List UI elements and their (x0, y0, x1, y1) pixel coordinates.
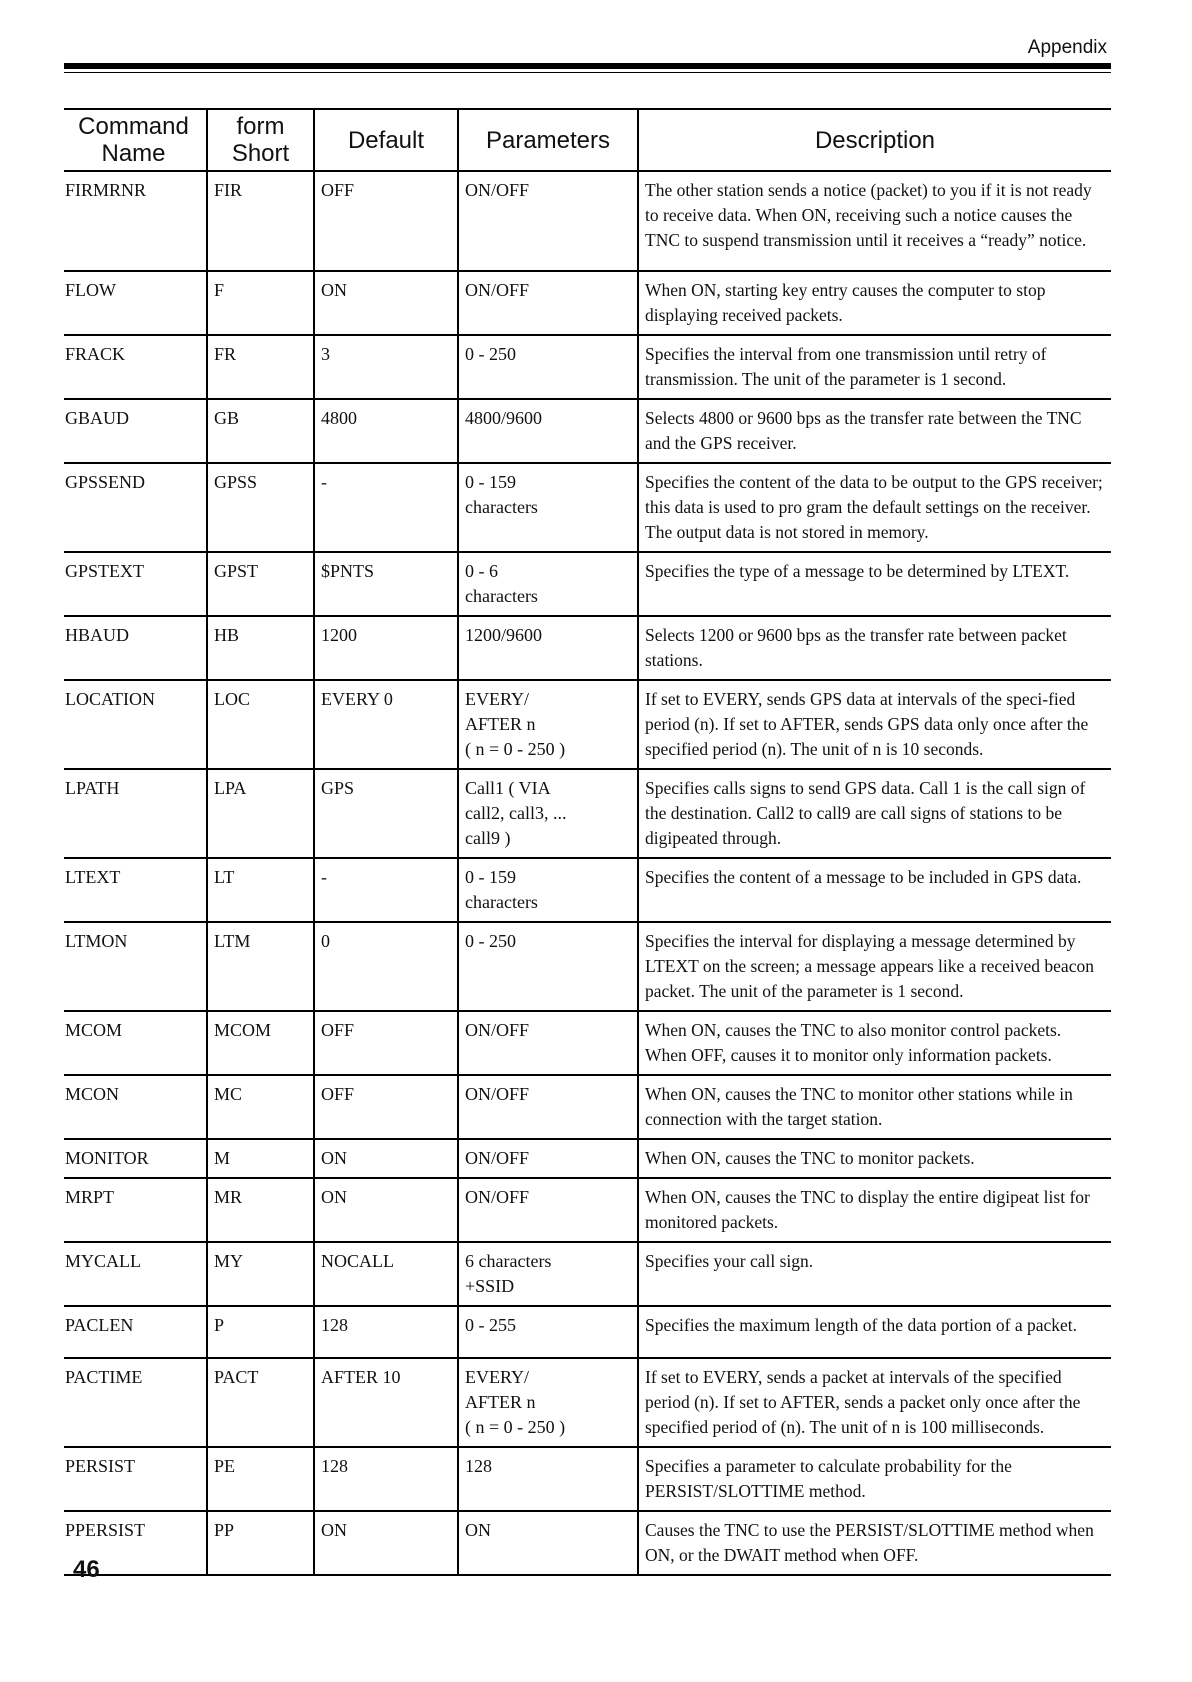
cell-parameters (458, 171, 638, 271)
cell-default: - (314, 858, 458, 922)
table-header-row (64, 109, 1111, 171)
cell-description: When ON, starting key entry causes the computer to stop displaying received packets. (638, 271, 1111, 335)
cell-default: OFF (314, 171, 458, 271)
cell-default: 4800 (314, 399, 458, 463)
parameter-line: ON (465, 1520, 491, 1540)
cell-default: NOCALL (314, 1242, 458, 1306)
header-command-name-line1: Command (78, 113, 189, 140)
cell-parameters (458, 1306, 638, 1358)
section-label: Appendix (1027, 37, 1107, 58)
header-default: Default (314, 109, 458, 171)
cell-description: When ON, causes the TNC to display the entire digipeat list for monitored packets. (638, 1178, 1111, 1242)
cell-default: 128 (314, 1306, 458, 1358)
cell-parameters (458, 769, 638, 858)
table-row (64, 1358, 1111, 1447)
parameter-line: 128 (465, 1456, 492, 1476)
cell-parameters (458, 552, 638, 616)
parameter-line: 0 - 250 (465, 344, 516, 364)
cell-command-name: MONITOR (64, 1139, 207, 1178)
cell-command-name: FLOW (64, 271, 207, 335)
cell-default: 128 (314, 1447, 458, 1511)
cell-description: Specifies the content of a message to be included in GPS data. (638, 858, 1111, 922)
cell-command-name: PACTIME (64, 1358, 207, 1447)
cell-default: ON (314, 1178, 458, 1242)
cell-default: EVERY 0 (314, 680, 458, 769)
cell-short-form: HB (207, 616, 314, 680)
header-command-name (64, 109, 207, 171)
cell-parameters (458, 271, 638, 335)
table-row (64, 463, 1111, 552)
cell-command-name: MCON (64, 1075, 207, 1139)
table-row (64, 680, 1111, 769)
cell-default: AFTER 10 (314, 1358, 458, 1447)
cell-command-name: FIRMRNR (64, 171, 207, 271)
parameter-line: 6 characters (465, 1251, 552, 1271)
parameter-line: characters (465, 497, 538, 517)
table-row (64, 616, 1111, 680)
cell-command-name: MCOM (64, 1011, 207, 1075)
parameter-line: ON/OFF (465, 180, 530, 200)
header-rule (64, 63, 1111, 69)
parameter-line: ON/OFF (465, 1084, 530, 1104)
cell-description: Specifies the content of the data to be output to the GPS receiver; this data is used to pro gram the default settings on the receiver. The output data is not stored in memory. (638, 463, 1111, 552)
cell-default: ON (314, 1139, 458, 1178)
cell-command-name: PERSIST (64, 1447, 207, 1511)
cell-parameters (458, 680, 638, 769)
table-row (64, 271, 1111, 335)
cell-short-form: LOC (207, 680, 314, 769)
cell-command-name: PPERSIST (64, 1511, 207, 1575)
page-number: 46 (73, 1556, 100, 1583)
table-row (64, 171, 1111, 271)
parameter-line: AFTER n (465, 714, 536, 734)
command-table (64, 108, 1111, 1576)
header-short-form (207, 109, 314, 171)
table-row (64, 922, 1111, 1011)
cell-short-form: LPA (207, 769, 314, 858)
header-command-name-line2: Name (101, 140, 166, 167)
parameter-line: 0 - 6 (465, 561, 498, 581)
cell-command-name: GPSTEXT (64, 552, 207, 616)
cell-default: ON (314, 271, 458, 335)
table-row (64, 1011, 1111, 1075)
table-row (64, 1511, 1111, 1575)
parameter-line: ( n = 0 - 250 ) (465, 739, 566, 759)
cell-description: Specifies your call sign. (638, 1242, 1111, 1306)
cell-parameters (458, 1011, 638, 1075)
cell-short-form: P (207, 1306, 314, 1358)
cell-description: If set to EVERY, sends GPS data at intervals of the speci-fied period (n). If set to AFTER, sends GPS data only once after the specified period (n). The unit of n is 10 seconds. (638, 680, 1111, 769)
cell-parameters (458, 463, 638, 552)
cell-command-name: LOCATION (64, 680, 207, 769)
cell-short-form: MC (207, 1075, 314, 1139)
cell-short-form: MCOM (207, 1011, 314, 1075)
cell-default: OFF (314, 1011, 458, 1075)
header-rule-thin (64, 72, 1111, 73)
parameter-line: 0 - 250 (465, 931, 516, 951)
cell-short-form: FIR (207, 171, 314, 271)
cell-description: Selects 1200 or 9600 bps as the transfer rate between packet stations. (638, 616, 1111, 680)
cell-command-name: GBAUD (64, 399, 207, 463)
parameter-line: characters (465, 586, 538, 606)
cell-short-form: GB (207, 399, 314, 463)
cell-default: 3 (314, 335, 458, 399)
cell-command-name: PACLEN (64, 1306, 207, 1358)
cell-description: The other station sends a notice (packet) to you if it is not ready to receive data. When ON, receiving such a notice causes the TNC to suspend transmission until it receives a “ready” notice. (638, 171, 1111, 271)
cell-parameters (458, 1139, 638, 1178)
header-description: Description (638, 109, 1111, 171)
cell-description: Specifies the maximum length of the data portion of a packet. (638, 1306, 1111, 1358)
cell-description: Specifies the interval from one transmission until retry of transmission. The unit of the parameter is 1 second. (638, 335, 1111, 399)
cell-description: When ON, causes the TNC to also monitor control packets. When OFF, causes it to monitor only information packets. (638, 1011, 1111, 1075)
cell-description: If set to EVERY, sends a packet at intervals of the specified period (n). If set to AFTER, sends a packet only once after the specified period of (n). The unit of n is 100 milliseconds. (638, 1358, 1111, 1447)
cell-default: 0 (314, 922, 458, 1011)
cell-default: 1200 (314, 616, 458, 680)
parameter-line: 0 - 159 (465, 472, 516, 492)
cell-description: When ON, causes the TNC to monitor other stations while in connection with the target station. (638, 1075, 1111, 1139)
parameter-line: 1200/9600 (465, 625, 543, 645)
parameter-line: ( n = 0 - 250 ) (465, 1417, 566, 1437)
cell-parameters (458, 922, 638, 1011)
cell-parameters (458, 858, 638, 922)
cell-parameters (458, 335, 638, 399)
cell-description: Specifies the interval for displaying a message determined by LTEXT on the screen; a message appears like a received beacon packet. The unit of the parameter is 1 second. (638, 922, 1111, 1011)
cell-default: OFF (314, 1075, 458, 1139)
header-short-form-line2: Short (231, 140, 290, 167)
table-row (64, 1242, 1111, 1306)
parameter-line: 4800/9600 (465, 408, 543, 428)
cell-short-form: MR (207, 1178, 314, 1242)
table-body (64, 171, 1111, 1575)
cell-description: When ON, causes the TNC to monitor packets. (638, 1139, 1111, 1178)
cell-parameters (458, 616, 638, 680)
cell-short-form: PP (207, 1511, 314, 1575)
table-row (64, 1139, 1111, 1178)
parameter-line: ON/OFF (465, 1187, 530, 1207)
cell-short-form: F (207, 271, 314, 335)
header-parameters: Parameters (458, 109, 638, 171)
cell-default: GPS (314, 769, 458, 858)
table-row (64, 552, 1111, 616)
cell-parameters (458, 1358, 638, 1447)
cell-short-form: PE (207, 1447, 314, 1511)
cell-short-form: FR (207, 335, 314, 399)
cell-short-form: PACT (207, 1358, 314, 1447)
cell-description: Specifies the type of a message to be determined by LTEXT. (638, 552, 1111, 616)
parameter-line: ON/OFF (465, 1148, 530, 1168)
parameter-line: AFTER n (465, 1392, 536, 1412)
table-row (64, 1075, 1111, 1139)
cell-command-name: LTMON (64, 922, 207, 1011)
table-row (64, 769, 1111, 858)
cell-short-form: LTM (207, 922, 314, 1011)
cell-short-form: GPST (207, 552, 314, 616)
table-row (64, 1306, 1111, 1358)
cell-default: $PNTS (314, 552, 458, 616)
cell-parameters (458, 399, 638, 463)
cell-description: Specifies a parameter to calculate probability for the PERSIST/SLOTTIME method. (638, 1447, 1111, 1511)
header-short-form-line1: form (236, 113, 285, 140)
parameter-line: call2, call3, ... (465, 803, 567, 823)
cell-short-form: M (207, 1139, 314, 1178)
cell-parameters (458, 1075, 638, 1139)
cell-default: ON (314, 1511, 458, 1575)
parameter-line: characters (465, 892, 538, 912)
cell-short-form: MY (207, 1242, 314, 1306)
cell-command-name: MRPT (64, 1178, 207, 1242)
cell-command-name: FRACK (64, 335, 207, 399)
cell-description: Specifies calls signs to send GPS data. Call 1 is the call sign of the destination. Call2 to call9 are call signs of stations to be digipeated through. (638, 769, 1111, 858)
table-row (64, 1178, 1111, 1242)
cell-parameters (458, 1447, 638, 1511)
cell-description: Causes the TNC to use the PERSIST/SLOTTIME method when ON, or the DWAIT method when OFF. (638, 1511, 1111, 1575)
cell-command-name: MYCALL (64, 1242, 207, 1306)
cell-command-name: HBAUD (64, 616, 207, 680)
cell-description: Selects 4800 or 9600 bps as the transfer rate between the TNC and the GPS receiver. (638, 399, 1111, 463)
parameter-line: 0 - 159 (465, 867, 516, 887)
table-row (64, 399, 1111, 463)
parameter-line: EVERY/ (465, 1367, 530, 1387)
cell-command-name: LPATH (64, 769, 207, 858)
cell-short-form: LT (207, 858, 314, 922)
parameter-line: EVERY/ (465, 689, 530, 709)
table-row (64, 335, 1111, 399)
parameter-line: +SSID (465, 1276, 515, 1296)
parameter-line: 0 - 255 (465, 1315, 516, 1335)
cell-default: - (314, 463, 458, 552)
parameter-line: call9 ) (465, 828, 511, 848)
cell-command-name: LTEXT (64, 858, 207, 922)
cell-parameters (458, 1242, 638, 1306)
cell-parameters (458, 1178, 638, 1242)
cell-short-form: GPSS (207, 463, 314, 552)
cell-command-name: GPSSEND (64, 463, 207, 552)
table-row (64, 858, 1111, 922)
parameter-line: ON/OFF (465, 280, 530, 300)
cell-parameters (458, 1511, 638, 1575)
parameter-line: Call1 ( VIA (465, 778, 551, 798)
table-row (64, 1447, 1111, 1511)
parameter-line: ON/OFF (465, 1020, 530, 1040)
